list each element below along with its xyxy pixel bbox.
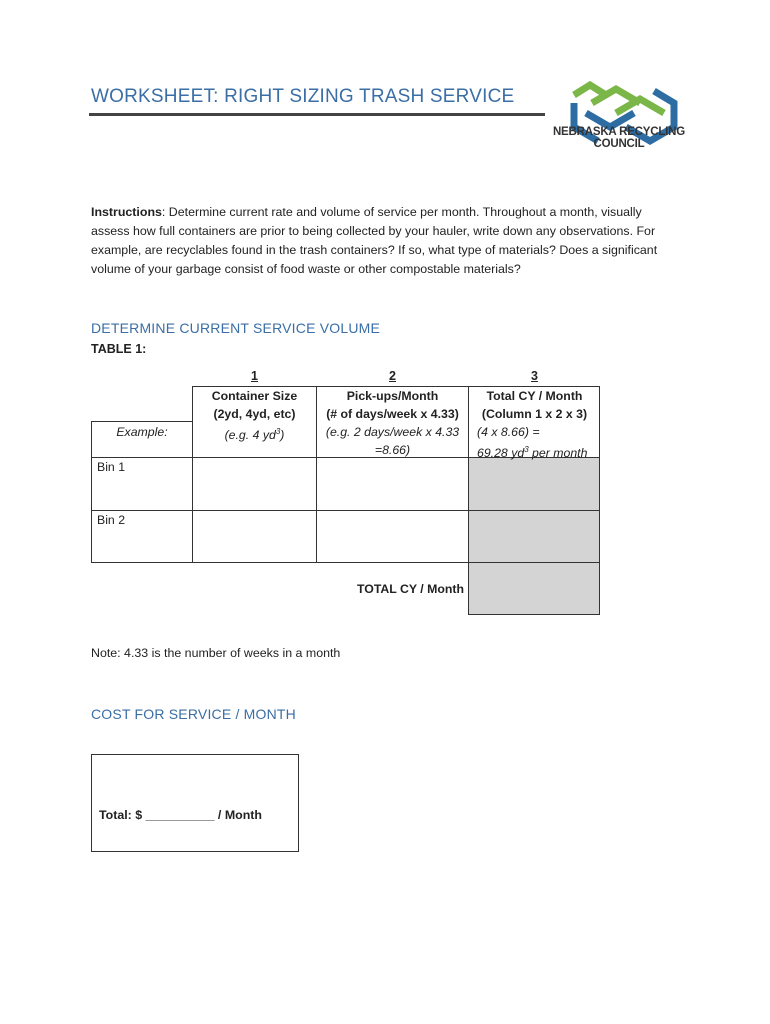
row-label-bin-1: Bin 1	[97, 460, 126, 474]
cost-total-box[interactable]	[91, 754, 299, 852]
col-2-header-line1: Pick-ups/Month	[346, 389, 439, 403]
title-underline	[89, 113, 545, 116]
total-cy-label: TOTAL CY / Month	[356, 582, 464, 596]
example-label: Example:	[116, 425, 168, 439]
logo-line-1: NEBRASKA RECYCLING	[552, 126, 686, 138]
cost-total-text: Total: $ __________ / Month	[99, 808, 262, 822]
bin2-container-size-cell[interactable]	[193, 511, 316, 562]
col-1-header-line1: Container Size	[211, 389, 298, 403]
instructions-text: : Determine current rate and volume of service per month. Throughout a month, visually assess how full containers are prior to being collected by your hauler, write down any observations. For example, are recyclables found in the trash containers? If so, what type of materials? Does a significant volume of your garbage consist of food waste or other compostable materials?	[91, 205, 658, 276]
table-left-border	[91, 421, 92, 563]
page-title: WORKSHEET: RIGHT SIZING TRASH SERVICE	[91, 86, 515, 107]
bin1-pickups-cell[interactable]	[317, 458, 468, 510]
example-container-size: (e.g. 4 $yd^3$)	[224, 427, 285, 443]
row-label-bin-2: Bin 2	[97, 513, 126, 527]
col-1-number: 1	[251, 369, 258, 383]
note-text: Note: 4.33 is the number of weeks in a month	[91, 646, 341, 660]
bin2-pickups-cell[interactable]	[317, 511, 468, 562]
bin2-total-cell[interactable]	[469, 511, 599, 562]
example-pickups: (e.g. 2 days/week x 4.33 =8.66)	[325, 425, 460, 457]
section-heading-cost: COST FOR SERVICE / MONTH	[91, 706, 296, 722]
logo-wordmark	[552, 126, 686, 150]
col-3-header-line2: (Column 1 x 2 x 3)	[481, 407, 588, 421]
grand-total-cell[interactable]	[469, 563, 599, 614]
col-2-number: 2	[389, 369, 396, 383]
table-label: TABLE 1:	[91, 342, 147, 356]
section-heading-volume: DETERMINE CURRENT SERVICE VOLUME	[91, 320, 381, 336]
instructions-paragraph	[91, 203, 681, 279]
instructions-label: Instructions	[91, 205, 162, 219]
col-2-header-line2: (# of days/week x 4.33)	[326, 407, 459, 421]
bin1-total-cell[interactable]	[469, 458, 599, 510]
col-1-header	[193, 387, 316, 423]
example-row-top-border	[91, 421, 193, 422]
col-3-header	[469, 387, 600, 423]
col-3-header-line1: Total CY / Month	[486, 389, 583, 403]
logo-line-2: COUNCIL	[593, 138, 645, 150]
total-cell-bottom-border	[469, 614, 600, 615]
col-1-header-line2: (2yd, 4yd, etc)	[213, 407, 296, 421]
example-total: (4 x 8.66) = 69.28 $yd^3$ per month	[477, 425, 588, 461]
col-3-number: 3	[531, 369, 538, 383]
bin1-container-size-cell[interactable]	[193, 458, 316, 510]
col-2-header	[317, 387, 468, 423]
